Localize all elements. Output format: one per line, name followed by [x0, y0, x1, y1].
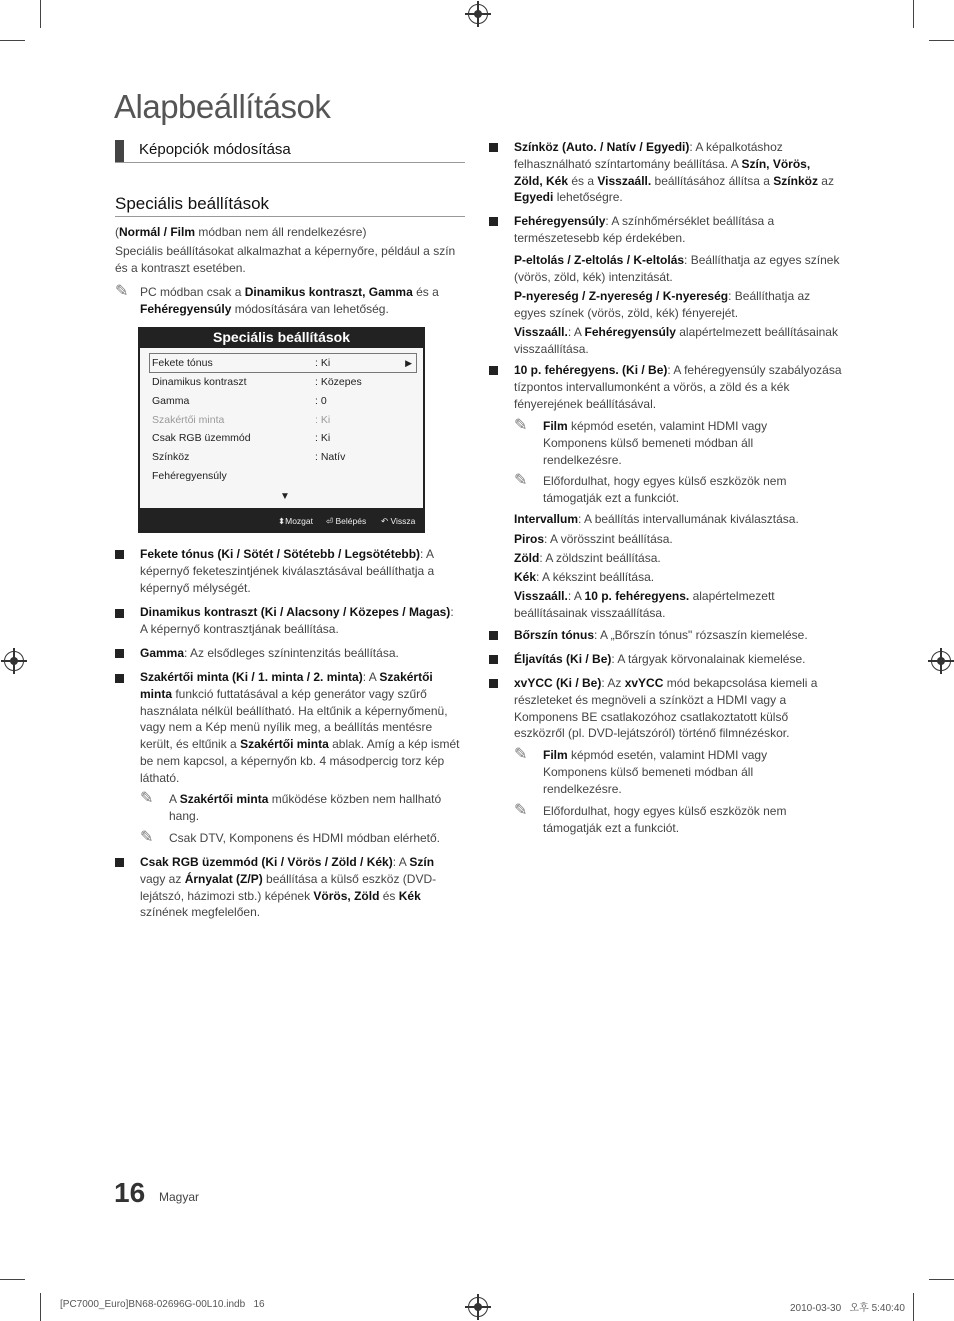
page-title: Alapbeállítások [114, 88, 331, 125]
back-hint: ↶ Vissza [381, 516, 416, 526]
arrow-right-icon: ▶ [405, 358, 412, 368]
print-date: 2010-03-30 오후 5:40:40 [790, 1303, 905, 1314]
bullet-icon [489, 143, 498, 152]
enter-hint: ⏎ Belépés [326, 516, 367, 526]
menu-item[interactable]: Csak RGB üzemmód : Ki [152, 432, 331, 444]
item-piros: Piros: A vörösszint beállítása. [514, 532, 673, 546]
bullet-icon [115, 550, 124, 559]
pc-note: PC módban csak a Dinamikus kontraszt, Gamma és a Fehéregyensúly módosítására van lehetőség. [140, 285, 439, 316]
page-language: Magyar [159, 1190, 200, 1204]
szakerto-note-1: A Szakértői minta működése közben nem hallható hang. [169, 792, 442, 823]
item-szakerto: Szakértői minta (Ki / 1. minta / 2. minta): A Szakértői minta funkció futtatásával a kép generátor vagy szűrő használata nélkül beállítható. Ha eltűnik a képernyőmenü, vagy nem a Kép menü nyílik meg, a beállítás mentésre került, és eltűnik a Szakértői minta ablak. Amíg a kép ismét be nem kapcsol, a képernyőn kb. 4 másodpercig torz kép látható. [140, 670, 460, 785]
item-feher: Fehéregyensúly: A színhőmérséklet beállítása a természetesebb kép érdekében. [514, 214, 775, 245]
item-nyereseg: P-nyereség / Z-nyereség / K-nyereség: Beállíthatja az egyes színek (vörös, zöld, kék) fényerejét. [514, 289, 811, 320]
xvycc-note-2: Előfordulhat, hogy egyes külső eszközök nem támogatják ezt a funkciót. [543, 804, 787, 835]
crop-mark [913, 1293, 914, 1321]
szakerto-note-2: Csak DTV, Komponens és HDMI módban elérhető. [169, 831, 441, 845]
scroll-down-icon[interactable]: ▼ [280, 491, 290, 502]
registration-icon [468, 4, 488, 24]
menu-item[interactable]: Gamma : 0 [152, 395, 327, 407]
intro-text: Speciális beállításokat alkalmazhat a képernyőre, például a szín és a kontraszt esetében. [115, 244, 456, 275]
bullet-icon [489, 679, 498, 688]
note-icon: ✎ [514, 746, 528, 763]
item-eljavitas: Éljavítás (Ki / Be): A tárgyak körvonalainak kiemelése. [514, 652, 806, 666]
return-icon: ↶ [381, 516, 391, 526]
item-xvycc: xvYCC (Ki / Be): Az xvYCC mód bekapcsolása kiemeli a részleteket és megnöveli a színközt a HDMI vagy a Komponens BE csatlakozóhoz csatlakoztatott külső eszközről (pl. DVD-lejátszóról) történő filmnézéskor. [514, 676, 818, 741]
updown-icon: ⬍ [278, 516, 286, 526]
menu-item[interactable]: Színköz : Natív [152, 451, 346, 463]
note-icon: ✎ [514, 417, 528, 434]
item-rgb: Csak RGB üzemmód (Ki / Vörös / Zöld / Kék): A Szín vagy az Árnyalat (Z/P) beállítása a külső eszköz (DVD-lejátszó, házimozi stb.) képének Vörös, Zöld és Kék színének megfelelően. [140, 855, 437, 920]
menu-item[interactable]: Fehéregyensúly [152, 470, 227, 482]
divider [115, 216, 465, 217]
bullet-icon [489, 655, 498, 664]
divider [115, 162, 465, 163]
crop-mark [0, 40, 25, 41]
bullet-icon [115, 649, 124, 658]
item-gamma: Gamma: Az elsődleges színintenzitás beállítása. [140, 646, 399, 660]
menu-footer [138, 508, 425, 533]
bullet-icon [115, 609, 124, 618]
crop-mark [929, 40, 954, 41]
bullet-icon [489, 366, 498, 375]
item-intervallum: Intervallum: A beállítás intervallumának kiválasztása. [514, 512, 799, 526]
section-bar [115, 140, 124, 162]
subsection-title: Speciális beállítások [115, 194, 270, 213]
menu-list [140, 348, 423, 508]
section-label: Képopciók módosítása [139, 141, 291, 158]
item-visszaall: Visszaáll.: A Fehéregyensúly alapértelmezett beállításainak visszaállítása. [514, 325, 838, 356]
registration-icon [468, 1297, 488, 1317]
10p-note-2: Előfordulhat, hogy egyes külső eszközök nem támogatják ezt a funkciót. [543, 474, 787, 505]
osd-menu [138, 327, 425, 533]
crop-mark [929, 1279, 954, 1280]
item-10p: 10 p. fehéregyens. (Ki / Be): A fehéregyensúly szabályozása tízpontos intervallumonként a vörös, a zöld és a kék fényerejének beállításával. [514, 363, 842, 411]
item-borszin: Bőrszín tónus: A „Bőrszín tónus" rózsaszín kiemelése. [514, 628, 808, 642]
crop-mark [0, 1279, 25, 1280]
crop-mark [40, 0, 41, 28]
menu-item[interactable]: Dinamikus kontraszt : Közepes [152, 376, 362, 388]
menu-item[interactable]: Fekete tónus : Ki ▶ [149, 353, 417, 373]
registration-icon [931, 651, 951, 671]
bullet-icon [115, 674, 124, 683]
move-hint: ⬍Mozgat [278, 516, 313, 526]
enter-icon: ⏎ [326, 516, 336, 526]
menu-title: Speciális beállítások [213, 329, 350, 345]
item-visszaall-2: Visszaáll.: A 10 p. fehéregyens. alapértelmezett beállításainak visszaállítása. [514, 589, 775, 620]
item-zold: Zöld: A zöldszint beállítása. [514, 551, 661, 565]
note-icon: ✎ [140, 829, 154, 846]
bullet-icon [489, 217, 498, 226]
item-kek: Kék: A kékszint beállítása. [514, 570, 655, 584]
bullet-icon [489, 631, 498, 640]
item-szinkoz: Színköz (Auto. / Natív / Egyedi): A képalkotáshoz felhasználható színtartomány beállítása. A Szín, Vörös, Zöld, Kék és a Visszaáll. beállításához állítsa a Színköz az Egyedi lehetőségre. [514, 140, 834, 205]
item-dinamikus: Dinamikus kontraszt (Ki / Alacsony / Közepes / Magas): A képernyő kontrasztjának beállítása. [140, 605, 454, 636]
page-number: 16 [114, 1177, 146, 1208]
xvycc-note-1: Film képmód esetén, valamint HDMI vagy Komponens külső bemeneti módban áll rendelkezésre. [543, 748, 768, 796]
note-icon: ✎ [514, 802, 528, 819]
crop-mark [40, 1293, 41, 1321]
menu-item: Szakértői minta : Ki [152, 414, 331, 426]
crop-mark [913, 0, 914, 28]
10p-note-1: Film képmód esetén, valamint HDMI vagy Komponens külső bemeneti módban áll rendelkezésre. [543, 419, 768, 467]
item-eltolas: P-eltolás / Z-eltolás / K-eltolás: Beállíthatja az egyes színek (vörös, zöld, kék) intenzitását. [514, 253, 840, 284]
note-icon: ✎ [115, 283, 129, 300]
note-icon: ✎ [140, 790, 154, 807]
mode-note: (Normál / Film módban nem áll rendelkezésre) [115, 225, 367, 239]
note-icon: ✎ [514, 472, 528, 489]
file-slug: [PC7000_Euro]BN68-02696G-00L10.indb 16 [60, 1299, 265, 1310]
registration-icon [4, 651, 24, 671]
item-fekete: Fekete tónus (Ki / Sötét / Sötétebb / Legsötétebb): A képernyő feketeszintjének kiválasztásával beállíthatja a képernyő mélységét. [140, 547, 435, 595]
bullet-icon [115, 858, 124, 867]
